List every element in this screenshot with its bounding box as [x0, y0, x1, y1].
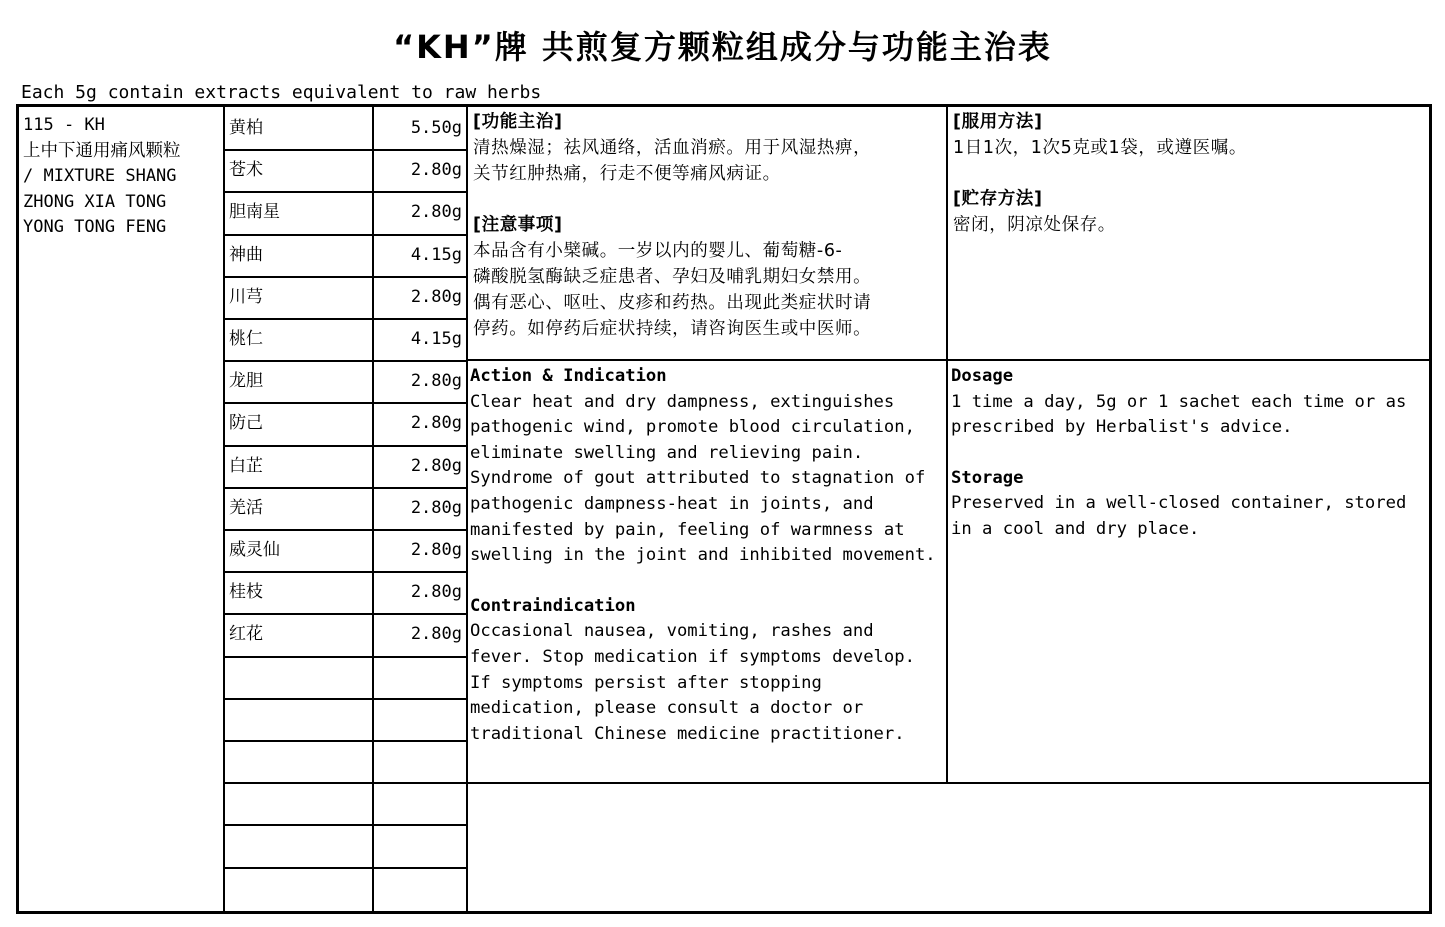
ingredient-dose: 5.50g	[410, 118, 462, 138]
en-dosage-line: 1 time a day, 5g or 1 sachet each time or as	[951, 391, 1407, 412]
ingredient-herb: 羌活	[229, 497, 263, 518]
ingredient-herb: 红花	[229, 624, 263, 645]
ingredient-dose: 2.80g	[410, 540, 462, 560]
ingredient-dose: 4.15g	[410, 244, 462, 265]
ingredient-dose: 2.80g	[410, 413, 462, 434]
ingredient-herb: 胆南星	[229, 202, 280, 223]
en-storage-line: in a cool and dry place.	[951, 518, 1200, 539]
en-action-line: swelling in the joint and inhibited movement.	[470, 545, 936, 566]
product-name-en-line: ZHONG XIA TONG	[23, 191, 167, 212]
row-divider	[224, 656, 467, 658]
cn-storage-heading: [贮存方法]	[953, 189, 1043, 209]
row-divider	[224, 571, 467, 573]
en-action-line: eliminate swelling and relieving pain.	[470, 442, 864, 463]
product-name-en-line: / MIXTURE SHANG	[23, 166, 177, 186]
page-title: “KH”牌 共煎复方颗粒组成分与功能主治表	[393, 28, 1052, 66]
cn-usage-block	[953, 109, 1423, 238]
product-cell	[23, 113, 219, 241]
ingredient-herb: 黄柏	[229, 118, 263, 138]
cn-usage-line: 1日1次，1次5克或1袋，或遵医嘱。	[953, 138, 1247, 158]
row-divider	[224, 191, 467, 193]
ingredient-dose: 2.80g	[410, 202, 462, 223]
product-code: 115 - KH	[23, 115, 105, 135]
row-divider	[224, 613, 467, 615]
ingredient-dose: 2.80g	[410, 160, 462, 181]
product-name-cn: 上中下通用痛风颗粒	[23, 140, 181, 161]
en-contra-line: fever. Stop medication if symptoms develop.	[470, 646, 915, 667]
en-action-line: manifested by pain, feeling of warmness at	[470, 519, 905, 540]
en-action-line: Syndrome of gout attributed to stagnation of	[470, 468, 926, 489]
en-dosage-block	[951, 364, 1427, 543]
formula-table	[16, 104, 1432, 914]
ingredient-dose: 4.15g	[410, 329, 462, 349]
ingredient-herb: 龙胆	[229, 371, 263, 392]
ingredient-dose: 2.80g	[410, 624, 462, 645]
divider	[372, 107, 374, 911]
en-contra-line: Occasional nausea, vomiting, rashes and	[470, 621, 874, 642]
cn-usage-heading: [服用方法]	[953, 112, 1043, 132]
row-divider	[224, 824, 467, 826]
row-divider	[224, 487, 467, 489]
ingredient-herb: 防己	[229, 413, 263, 434]
divider	[468, 359, 1429, 361]
subtitle: Each 5g contain extracts equivalent to raw herbs	[21, 82, 542, 103]
row-divider	[224, 149, 467, 151]
ingredient-herb: 神曲	[229, 244, 263, 265]
en-action-block	[470, 364, 944, 747]
ingredient-herb: 桂枝	[229, 582, 263, 603]
en-contra-line: medication, please consult a doctor or	[470, 698, 864, 719]
cn-caution-line: 本品含有小檗碱。一岁以内的婴儿、葡萄糖-6-	[473, 241, 843, 261]
divider	[946, 107, 948, 782]
en-dosage-heading: Dosage	[951, 366, 1014, 386]
cn-caution-line: 停药。如停药后症状持续，请咨询医生或中医师。	[473, 319, 872, 339]
row-divider	[224, 867, 467, 869]
en-contra-line: If symptoms persist after stopping	[470, 672, 822, 693]
en-action-line: pathogenic dampness-heat in joints, and	[470, 493, 874, 514]
row-divider	[224, 276, 467, 278]
ingredient-herb: 桃仁	[229, 329, 263, 349]
row-divider	[224, 529, 467, 531]
ingredient-dose: 2.80g	[410, 497, 462, 518]
row-divider	[224, 445, 467, 447]
divider	[466, 107, 468, 911]
product-name-en-line: YONG TONG FENG	[23, 217, 167, 237]
en-action-line: Clear heat and dry dampness, extinguishes	[470, 391, 895, 412]
en-storage-heading: Storage	[951, 467, 1024, 488]
cn-function-heading: [功能主治]	[473, 112, 563, 132]
row-divider	[224, 234, 467, 236]
cn-storage-line: 密闭，阴凉处保存。	[953, 215, 1116, 235]
en-contra-line: traditional Chinese medicine practitioner.	[470, 723, 905, 744]
ingredient-dose: 2.80g	[410, 286, 462, 307]
cn-caution-heading: [注意事项]	[473, 215, 563, 235]
ingredient-dose: 2.80g	[410, 582, 462, 603]
cn-caution-line: 偶有恶心、呕吐、皮疹和药热。出现此类症状时请	[473, 293, 872, 313]
ingredient-dose: 2.80g	[410, 455, 462, 476]
en-action-heading: Action & Indication	[470, 366, 667, 386]
cn-function-block	[473, 109, 943, 342]
en-contra-heading: Contraindication	[470, 595, 636, 616]
ingredient-herb: 威灵仙	[229, 540, 280, 560]
cn-function-line: 清热燥湿；祛风通络，活血消瘀。用于风湿热痹，	[473, 138, 872, 158]
en-dosage-line: prescribed by Herbalist's advice.	[951, 417, 1293, 438]
ingredient-herb: 白芷	[229, 455, 263, 476]
row-divider	[224, 360, 467, 362]
cn-caution-line: 磷酸脱氢酶缺乏症患者、孕妇及哺乳期妇女禁用。	[473, 267, 872, 287]
en-storage-line: Preserved in a well-closed container, stored	[951, 493, 1407, 514]
divider	[223, 107, 225, 911]
ingredient-herb: 川芎	[229, 286, 263, 307]
divider	[468, 782, 1429, 784]
en-action-line: pathogenic wind, promote blood circulation,	[470, 417, 915, 438]
cn-function-line: 关节红肿热痛，行走不便等痛风病证。	[473, 164, 781, 184]
row-divider	[224, 698, 467, 700]
row-divider	[224, 402, 467, 404]
ingredient-herb: 苍术	[229, 160, 263, 181]
row-divider	[224, 740, 467, 742]
row-divider	[224, 318, 467, 320]
ingredient-dose: 2.80g	[410, 371, 462, 392]
row-divider	[224, 782, 467, 784]
